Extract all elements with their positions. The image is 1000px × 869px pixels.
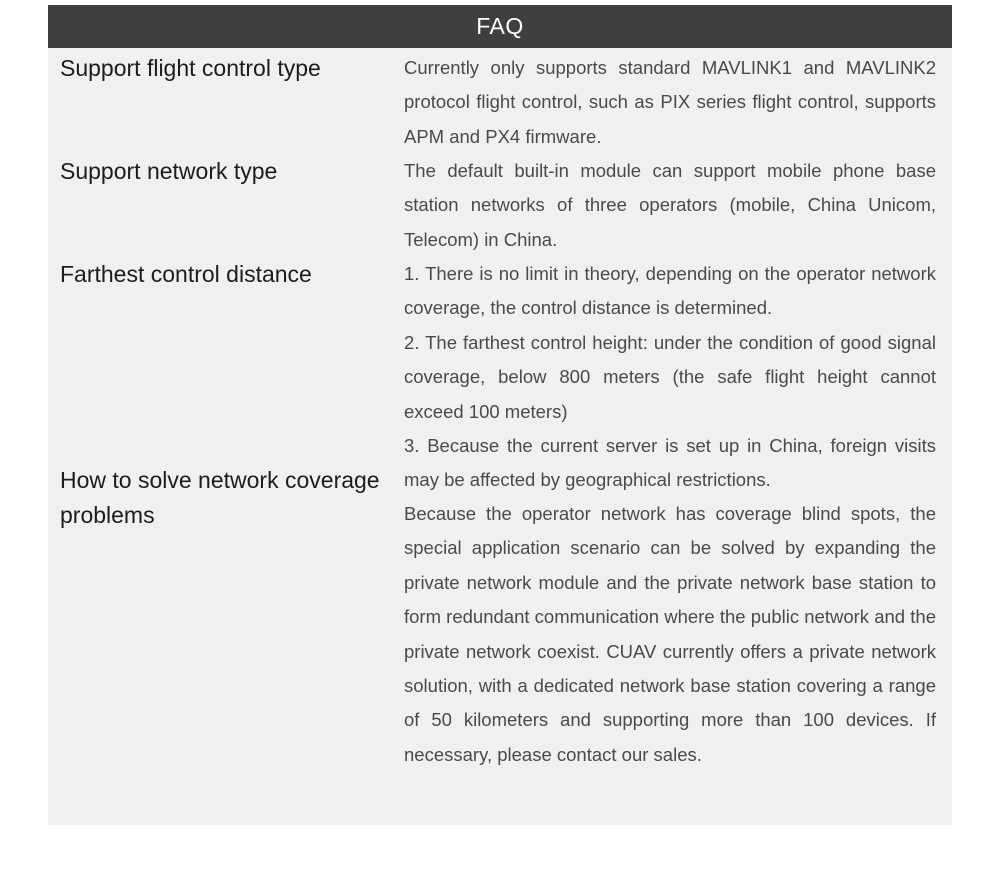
faq-answer-paragraph: 3. Because the current server is set up in China, foreign visits may be affected by geographical restrictions. <box>404 435 936 491</box>
faq-question: Support network type <box>60 158 278 184</box>
faq-answer-paragraph: Because the operator network has coverage blind spots, the special application scenario can be solved by expanding the private network module and the private network base station to form redundant communication where the public network and the private network coexist. CUAV currently offers a private network solution, with a dedicated network base station covering a range of 50 kilometers and supporting more than 100 devices. If necessary, please contact our sales. <box>404 503 936 765</box>
faq-answer <box>404 257 936 498</box>
faq-question: How to solve network coverage problems <box>60 467 380 528</box>
faq-answer-paragraph: The default built-in module can support mobile phone base station networks of three operators (mobile, China Unicom, Telecom) in China. <box>404 160 936 250</box>
faq-header: FAQ <box>48 5 952 48</box>
faq-answer <box>404 497 936 772</box>
faq-answer-paragraph: Currently only supports standard MAVLINK1 and MAVLINK2 protocol flight control, such as PIX series flight control, supports APM and PX4 firmware. <box>404 57 936 147</box>
faq-answer-paragraph: 1. There is no limit in theory, depending on the operator network coverage, the control distance is determined. <box>404 263 936 319</box>
faq-panel <box>48 5 952 825</box>
faq-answer-paragraph: 2. The farthest control height: under the condition of good signal coverage, below 800 meters (the safe flight height cannot exceed 100 meters) <box>404 331 936 422</box>
faq-answer <box>404 154 936 257</box>
faq-question: Farthest control distance <box>60 261 312 287</box>
faq-answer <box>404 51 936 154</box>
faq-question: Support flight control type <box>60 55 321 81</box>
